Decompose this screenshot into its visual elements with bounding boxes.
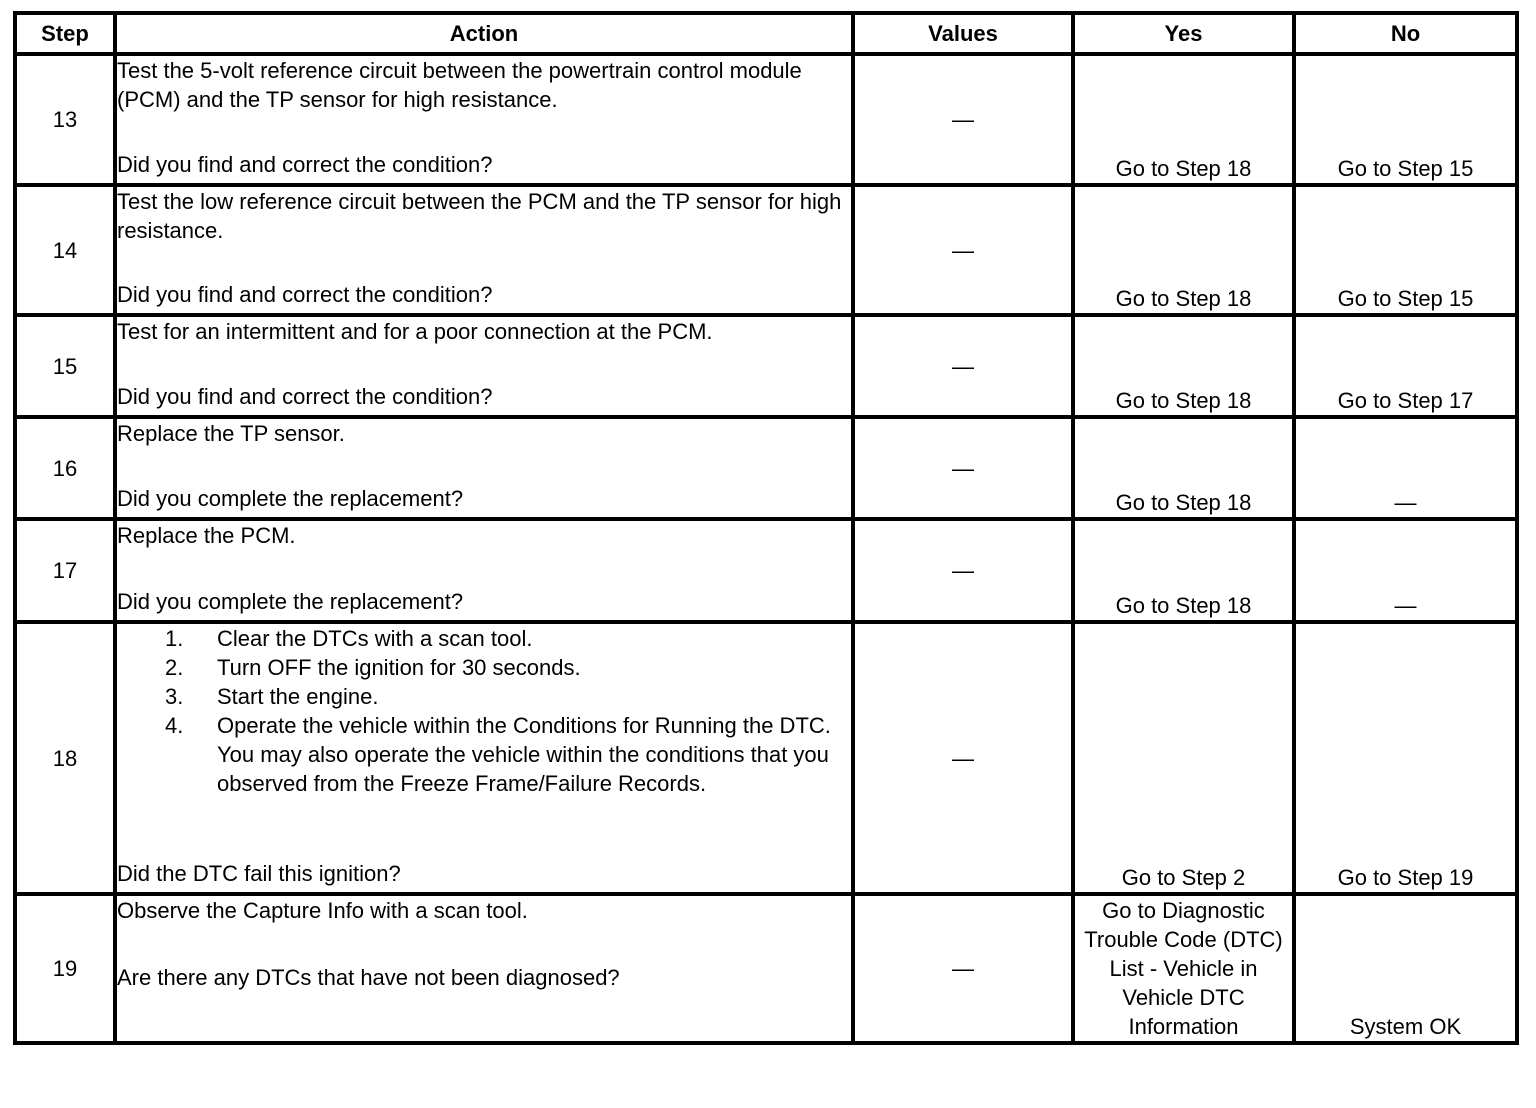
substep-number: 4. — [165, 713, 184, 738]
values-cell: — — [853, 622, 1073, 894]
step-number: 14 — [15, 185, 115, 315]
action-text: Observe the Capture Info with a scan tool. — [117, 898, 528, 923]
action-text: Test the low reference circuit between the PCM and the TP sensor for high resistance. — [117, 189, 842, 243]
action-cell — [115, 519, 853, 622]
header-values: Values — [853, 13, 1073, 54]
list-item — [117, 682, 851, 711]
action-cell — [115, 417, 853, 519]
step-number: 15 — [15, 315, 115, 417]
diagnostic-table — [13, 11, 1519, 1045]
yes-cell: Go to Step 18 — [1073, 519, 1294, 622]
no-cell: Go to Step 15 — [1294, 185, 1517, 315]
substep-text: Start the engine. — [217, 684, 379, 709]
header-row — [15, 13, 1517, 54]
values-cell: — — [853, 54, 1073, 185]
action-text: Replace the TP sensor. — [117, 421, 345, 446]
action-text: Test the 5-volt reference circuit between the powertrain control module (PCM) and the TP sensor for high resistance. — [117, 58, 802, 112]
substep-text: Clear the DTCs with a scan tool. — [217, 626, 533, 651]
action-question: Are there any DTCs that have not been diagnosed? — [117, 965, 620, 990]
values-cell: — — [853, 417, 1073, 519]
step-number: 18 — [15, 622, 115, 894]
no-cell: — — [1294, 417, 1517, 519]
table-row — [15, 417, 1517, 519]
list-item — [117, 653, 851, 682]
action-question: Did you complete the replacement? — [117, 486, 464, 511]
yes-cell: Go to Step 18 — [1073, 417, 1294, 519]
table-row — [15, 315, 1517, 417]
action-cell — [115, 185, 853, 315]
no-cell: Go to Step 15 — [1294, 54, 1517, 185]
action-cell — [115, 894, 853, 1043]
table-row — [15, 519, 1517, 622]
no-cell: System OK — [1294, 894, 1517, 1043]
substep-number: 1. — [165, 626, 184, 651]
step-number: 19 — [15, 894, 115, 1043]
action-question: Did you find and correct the condition? — [117, 152, 493, 177]
action-text: Test for an intermittent and for a poor connection at the PCM. — [117, 319, 713, 344]
no-cell: Go to Step 19 — [1294, 622, 1517, 894]
action-question: Did the DTC fail this ignition? — [117, 861, 401, 886]
action-question: Did you find and correct the condition? — [117, 282, 493, 307]
substep-text: Operate the vehicle within the Conditions for Running the DTC. You may also operate the vehicle within the conditions that you observed from the Freeze Frame/Failure Records. — [217, 713, 831, 796]
substep-list — [117, 624, 851, 798]
action-text: Replace the PCM. — [117, 523, 296, 548]
list-item — [117, 711, 851, 798]
step-number: 13 — [15, 54, 115, 185]
action-cell — [115, 315, 853, 417]
table-row — [15, 54, 1517, 185]
substep-text: Turn OFF the ignition for 30 seconds. — [217, 655, 581, 680]
yes-cell: Go to Diagnostic Trouble Code (DTC) List - Vehicle in Vehicle DTC Information — [1073, 894, 1294, 1043]
yes-cell: Go to Step 2 — [1073, 622, 1294, 894]
no-cell: — — [1294, 519, 1517, 622]
header-yes: Yes — [1073, 13, 1294, 54]
no-cell: Go to Step 17 — [1294, 315, 1517, 417]
action-question: Did you find and correct the condition? — [117, 384, 493, 409]
table-row — [15, 894, 1517, 1043]
values-cell: — — [853, 519, 1073, 622]
values-cell: — — [853, 185, 1073, 315]
table-row — [15, 185, 1517, 315]
substep-number: 2. — [165, 655, 184, 680]
yes-cell: Go to Step 18 — [1073, 185, 1294, 315]
header-no: No — [1294, 13, 1517, 54]
yes-cell: Go to Step 18 — [1073, 54, 1294, 185]
list-item — [117, 624, 851, 653]
header-step: Step — [15, 13, 115, 54]
substep-number: 3. — [165, 684, 184, 709]
values-cell: — — [853, 315, 1073, 417]
yes-cell: Go to Step 18 — [1073, 315, 1294, 417]
action-cell — [115, 622, 853, 894]
header-action: Action — [115, 13, 853, 54]
action-question: Did you complete the replacement? — [117, 589, 464, 614]
values-cell: — — [853, 894, 1073, 1043]
action-cell — [115, 54, 853, 185]
step-number: 16 — [15, 417, 115, 519]
step-number: 17 — [15, 519, 115, 622]
table-row — [15, 622, 1517, 894]
